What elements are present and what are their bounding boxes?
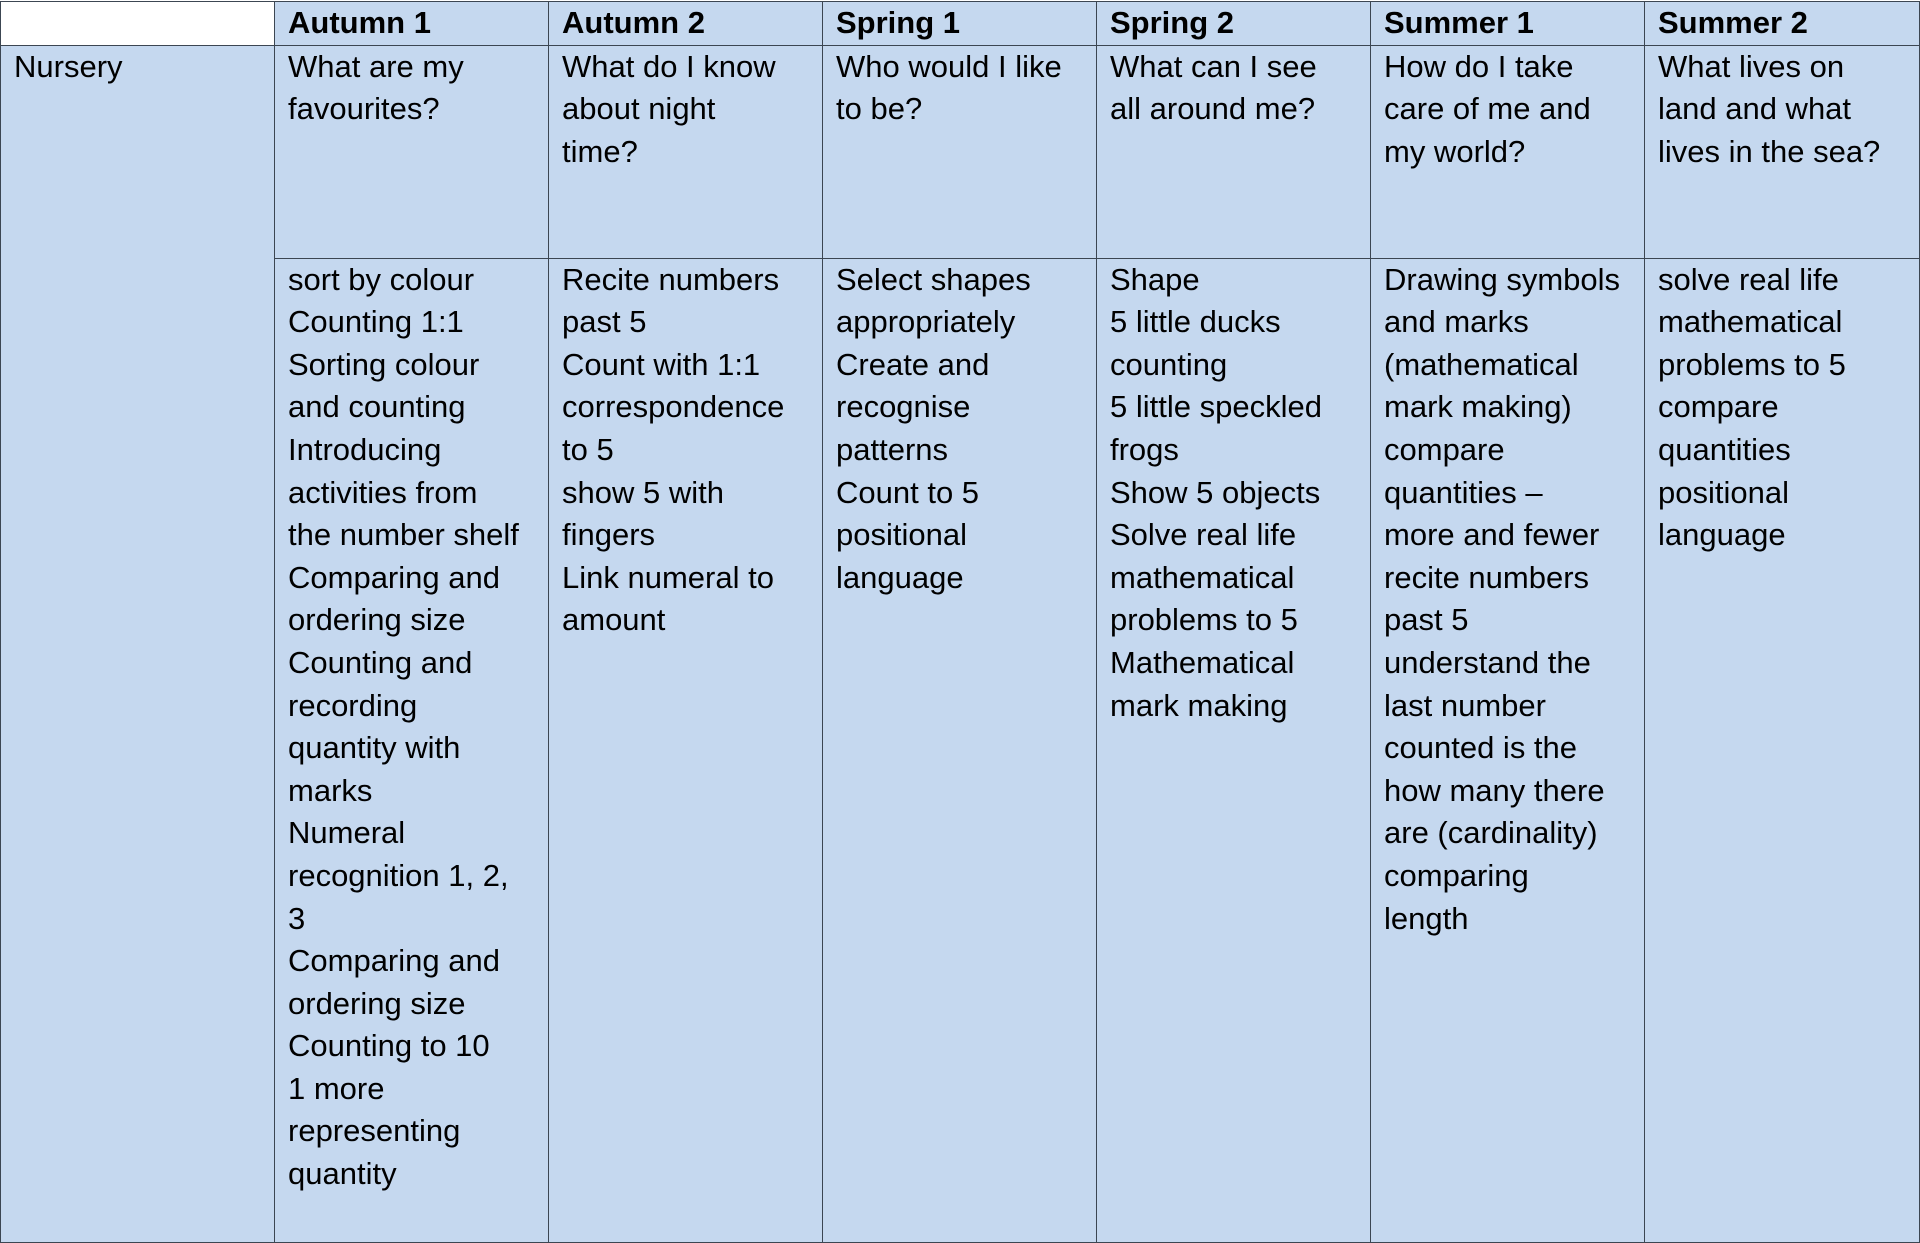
question-cell-autumn-2 <box>549 45 823 258</box>
cell-text-line: solve real life <box>1658 261 1839 297</box>
header-cell-summer-2: Summer 2 <box>1645 2 1920 46</box>
cell-text-line: representing <box>288 1113 461 1149</box>
cell-text-line: Count with 1:1 <box>562 346 761 382</box>
cell-text-line: to be? <box>836 91 923 127</box>
cell-text-line: Link numeral to <box>562 559 774 595</box>
cell-text-line: understand the <box>1384 644 1591 680</box>
cell-text-line: show 5 with <box>562 474 724 510</box>
cell-text-line: Sorting colour <box>288 346 480 382</box>
content-cell-spring-2 <box>1097 258 1371 1242</box>
cell-text-line: length <box>1384 900 1469 936</box>
content-cell-autumn-1 <box>275 258 549 1242</box>
cell-text-line: Solve real life <box>1110 517 1297 553</box>
cell-text-line: 5 little ducks <box>1110 304 1281 340</box>
cell-text-line: Mathematical <box>1110 644 1295 680</box>
curriculum-table <box>0 1 1920 1243</box>
cell-text-line: land and what <box>1658 91 1852 127</box>
cell-text-line: problems to 5 <box>1110 602 1298 638</box>
cell-text-line: recite numbers <box>1384 559 1590 595</box>
cell-text-line: 5 little speckled <box>1110 389 1322 425</box>
cell-text-line: recognise <box>836 389 971 425</box>
cell-text-line: Create and <box>836 346 990 382</box>
cell-text-line: quantity <box>288 1156 397 1192</box>
cell-text-line: marks <box>288 772 373 808</box>
cell-text-line: quantities – <box>1384 474 1543 510</box>
cell-text-line: more and fewer <box>1384 517 1600 553</box>
cell-text-line: care of me and <box>1384 91 1591 127</box>
cell-text-line: Counting 1:1 <box>288 304 464 340</box>
content-cell-autumn-2 <box>549 258 823 1242</box>
cell-text-line: how many there <box>1384 772 1605 808</box>
cell-text-line: mathematical <box>1110 559 1295 595</box>
cell-text-line: 1 more <box>288 1070 385 1106</box>
cell-text-line: (mathematical <box>1384 346 1579 382</box>
content-cell-summer-2 <box>1645 258 1920 1242</box>
cell-text-line: the number shelf <box>288 517 519 553</box>
cell-text-line: counted is the <box>1384 730 1578 766</box>
cell-text-line: Who would I like <box>836 48 1062 84</box>
header-row <box>1 2 1920 46</box>
cell-text-line: mark making) <box>1384 389 1572 425</box>
cell-text-line: about night <box>562 91 716 127</box>
header-cell-autumn-2: Autumn 2 <box>549 2 823 46</box>
header-cell-blank <box>1 2 275 46</box>
cell-text-line: past 5 <box>1384 602 1469 638</box>
question-cell-autumn-1 <box>275 45 549 258</box>
question-cell-summer-1 <box>1371 45 1645 258</box>
cell-text-line: What do I know <box>562 48 776 84</box>
cell-text-line: recording <box>288 687 418 723</box>
cell-text-line: quantity with <box>288 730 461 766</box>
cell-text-line: and marks <box>1384 304 1529 340</box>
cell-text-line: compare <box>1384 431 1505 467</box>
questions-row <box>1 45 1920 258</box>
cell-text-line: mark making <box>1110 687 1288 723</box>
content-row <box>1 258 1920 1242</box>
cell-text-line: Show 5 objects <box>1110 474 1321 510</box>
cell-text-line: patterns <box>836 431 949 467</box>
cell-text-line: Counting to 10 <box>288 1028 490 1064</box>
cell-text-line: sort by colour <box>288 261 475 297</box>
cell-text-line: What lives on <box>1658 48 1845 84</box>
cell-text-line: Drawing symbols <box>1384 261 1621 297</box>
header-cell-spring-1: Spring 1 <box>823 2 1097 46</box>
question-cell-summer-2 <box>1645 45 1920 258</box>
cell-text-line: favourites? <box>288 91 440 127</box>
cell-text-line: fingers <box>562 517 656 553</box>
cell-text-line: Select shapes <box>836 261 1031 297</box>
cell-text-line: comparing <box>1384 857 1529 893</box>
cell-text-line: positional <box>836 517 967 553</box>
cell-text-line: recognition 1, 2, <box>288 857 509 893</box>
question-cell-spring-1 <box>823 45 1097 258</box>
cell-text-line: are (cardinality) <box>1384 815 1598 851</box>
cell-text-line: counting <box>1110 346 1228 382</box>
cell-text-line: language <box>1658 517 1786 553</box>
cell-text-line: Shape <box>1110 261 1200 297</box>
cell-text-line: How do I take <box>1384 48 1574 84</box>
header-cell-autumn-1: Autumn 1 <box>275 2 549 46</box>
cell-text-line: problems to 5 <box>1658 346 1846 382</box>
cell-text-line: Comparing and <box>288 559 500 595</box>
cell-text-line: compare <box>1658 389 1779 425</box>
cell-text-line: activities from <box>288 474 478 510</box>
cell-text-line: positional <box>1658 474 1789 510</box>
cell-text-line: all around me? <box>1110 91 1316 127</box>
cell-text-line: Introducing <box>288 431 442 467</box>
cell-text-line: Numeral <box>288 815 406 851</box>
question-cell-spring-2 <box>1097 45 1371 258</box>
header-cell-summer-1: Summer 1 <box>1371 2 1645 46</box>
cell-text-line: amount <box>562 602 666 638</box>
cell-text-line: mathematical <box>1658 304 1843 340</box>
content-cell-spring-1 <box>823 258 1097 1242</box>
cell-text-line: and counting <box>288 389 466 425</box>
cell-text-line: Counting and <box>288 644 473 680</box>
cell-text-line: ordering size <box>288 985 466 1021</box>
cell-text-line: language <box>836 559 964 595</box>
cell-text-line: ordering size <box>288 602 466 638</box>
cell-text-line: appropriately <box>836 304 1016 340</box>
cell-text-line: lives in the sea? <box>1658 133 1881 169</box>
cell-text-line: my world? <box>1384 133 1526 169</box>
cell-text-line: time? <box>562 133 638 169</box>
cell-text-line: Count to 5 <box>836 474 980 510</box>
cell-text-line: quantities <box>1658 431 1791 467</box>
cell-text-line: Recite numbers <box>562 261 780 297</box>
cell-text-line: to 5 <box>562 431 614 467</box>
cell-text-line: What are my <box>288 48 464 84</box>
cell-text-line: past 5 <box>562 304 647 340</box>
cell-text-line: correspondence <box>562 389 785 425</box>
cell-text-line: Comparing and <box>288 943 500 979</box>
header-cell-spring-2: Spring 2 <box>1097 2 1371 46</box>
cell-text-line: What can I see <box>1110 48 1317 84</box>
cell-text-line: frogs <box>1110 431 1179 467</box>
cell-text-line: 3 <box>288 900 306 936</box>
content-cell-summer-1 <box>1371 258 1645 1242</box>
cell-text-line: last number <box>1384 687 1546 723</box>
year-group-cell: Nursery <box>1 45 275 1242</box>
